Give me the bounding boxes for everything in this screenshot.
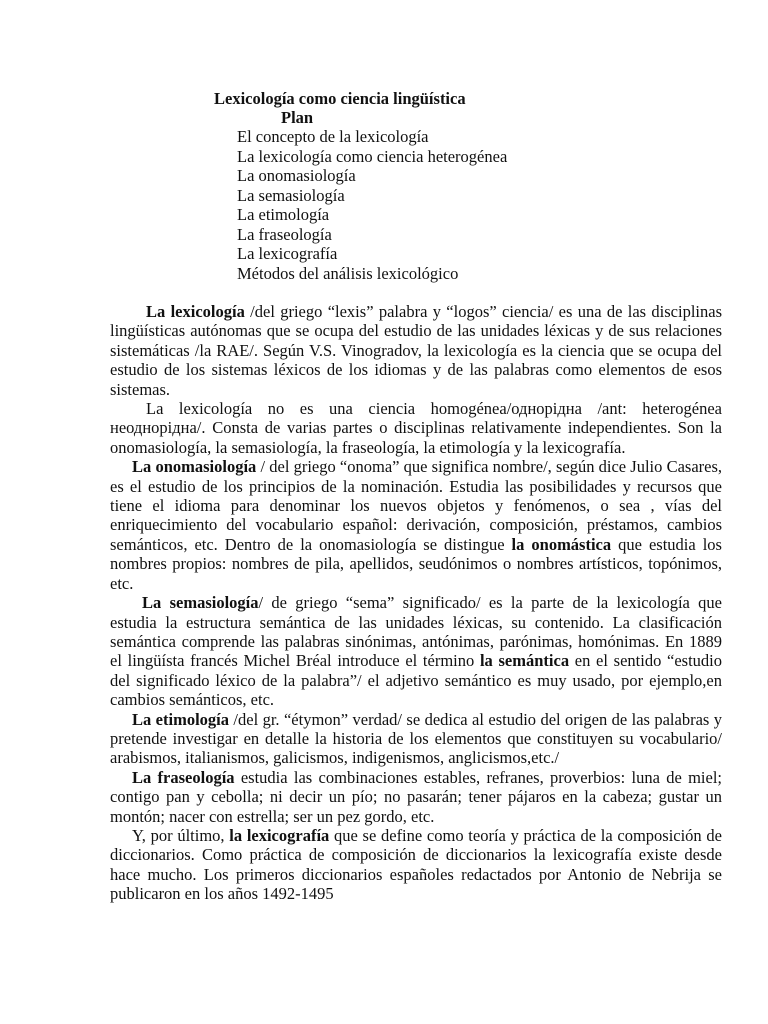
- paragraph-text: / de griego “sema” significado/ es la parte de la lexicología que estudia la estructura semántica de las unidades léxicas, su contenido. La clasificación semántica comprende las palabras sinónimas, antónimas, parónimas, homónimas. En 1889 el lingüísta francés Michel Bréal introduce el término: [110, 593, 723, 671]
- plan-item: La etimología: [237, 205, 330, 224]
- term-etimologia: La etimología: [132, 709, 229, 729]
- paragraph-text: /del griego “lexis” palabra y “logos” ciencia/ es una de las disciplinas lingüísticas autónomas que se ocupa del estudio de las unidades léxicas y de sus relaciones sistemáticas /la RAE/. Según V.S. Vinogradov, la lexicología es la ciencia que se ocupa del estudio de los sistemas léxicos de los idiomas y de las palabras como elementos de esos sistemas.: [110, 302, 723, 399]
- term-fraseologia: La fraseología: [132, 767, 235, 787]
- plan-heading: Plan: [281, 108, 314, 127]
- term-onomasiologia: La onomasiología: [132, 457, 257, 477]
- document-title: Lexicología como ciencia lingüística: [214, 89, 466, 108]
- paragraph-text: que se define como teoría y práctica de la composición de diccionarios. Como práctica de composición de diccionarios la lexicografía existe desde hace mucho. Los primeros diccionarios españoles redactados por Antonio de Nebrija se publicaron en los años 1492-1495: [110, 825, 722, 904]
- paragraph-heterogeneity: [110, 399, 722, 457]
- paragraph-onomasiologia: [110, 457, 722, 593]
- paragraph-etimologia: [110, 710, 722, 768]
- term-lexicografia: la lexicografía: [229, 825, 330, 845]
- term-semantica: la semántica: [479, 651, 570, 671]
- term-onomastica: la onomástica: [511, 534, 612, 554]
- paragraph-semasiologia: [110, 593, 722, 709]
- paragraph-text: estudia las combinaciones estables, refranes, proverbios: luna de miel; contigo pan y cebolla; ni decir un pío; no pasarán; tener pájaros en la cabeza; gustar un montón; nacer con estrella; ser un pez gordo, etc.: [110, 767, 722, 826]
- plan-item: La onomasiología: [237, 166, 356, 185]
- paragraph-text: en el sentido “estudio del significado léxico de la palabra”/ el adjetivo semántico es muy usado, por ejemplo,en cambios semánticos, etc.: [110, 651, 722, 710]
- body-text: [110, 302, 722, 904]
- paragraph-lexicologia: [110, 302, 722, 399]
- plan-item: La semasiología: [237, 185, 345, 205]
- paragraph-fraseologia: [110, 768, 722, 826]
- paragraph-text: La lexicología no es una ciencia homogénea/однорідна /ant: heterogénea неоднорідна/. Consta de varias partes o disciplinas relativamente independientes. Son la onomasiología, la semasiología, la fraseología, la etimología y la lexicografía.: [110, 399, 722, 457]
- plan-list: [237, 127, 507, 283]
- plan-item: La lexicología como ciencia heterogénea: [237, 146, 508, 166]
- term-semasiologia: La semasiología: [142, 593, 259, 613]
- plan-item: El concepto de la lexicología: [237, 127, 429, 146]
- plan-item: La fraseología: [237, 224, 332, 244]
- paragraph-text: Y, por último,: [132, 825, 230, 845]
- term-lexicologia: La lexicología: [146, 302, 245, 321]
- plan-item: Métodos del análisis lexicológico: [237, 263, 459, 283]
- plan-item: La lexicografía: [237, 244, 338, 263]
- paragraph-lexicografia: [110, 826, 722, 904]
- paragraph-text: / del griego “onoma” que significa nombre/, según dice Julio Casares, es el estudio de los principios de la nominación. Estudia las posibilidades y recursos que tiene el idioma para denominar los nuevos objetos y fenómenos, o sea , vías del enriquecimiento del vocabulario español: derivación, composición, préstamos, cambios semánticos, etc. Dentro de la onomasiología se distingue: [110, 457, 723, 554]
- paragraph-text: /del gr. “étymon” verdad/ se dedica al estudio del origen de las palabras y pretende investigar en detalle la historia de los elementos que constituyen su vocabulario/ arabismos, italianismos, galicismos, indigenismos, anglicismos,etc./: [110, 709, 722, 768]
- paragraph-text: que estudia los nombres propios: nombres de pila, apellidos, seudónimos o nombres artísticos, topónimos, etc.: [110, 534, 722, 593]
